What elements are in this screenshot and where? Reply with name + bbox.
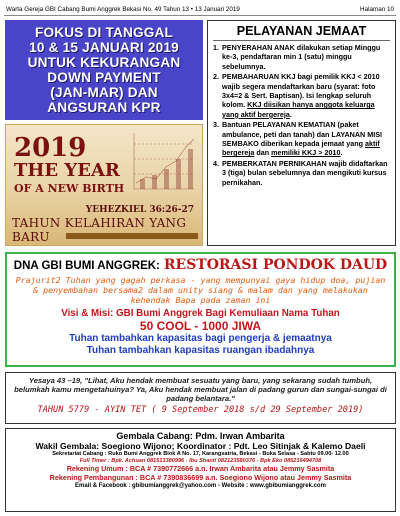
visi-misi: Visi & Misi: GBI Bumi Anggrek Bagi Kemuliaan Nama Tuhan (61, 308, 340, 319)
pelayanan-item-text (222, 72, 390, 119)
contact-footer (5, 428, 396, 512)
pelayanan-item-number: 1. (213, 43, 219, 52)
pelayanan-item (213, 43, 390, 71)
banner-line-new-birth: OF A NEW BIRTH (14, 182, 125, 195)
fokus-line: UNTUK KEKURANGAN (27, 55, 181, 70)
banner-strip (66, 233, 198, 239)
dna-title (13, 257, 388, 273)
prayer-line: Tuhan tambahkan kapasitas ruangan ibadahnya (86, 344, 315, 356)
new-birth-banner (5, 124, 203, 246)
gembala-cabang: Gembala Cabang: Pdm. Irwan Ambarita (116, 431, 285, 441)
pelayanan-item-number: 4. (213, 158, 219, 168)
pelayanan-item-segment: dan (254, 148, 272, 158)
yesaya-box (5, 372, 396, 424)
header-page-number: Halaman 10 (360, 6, 394, 13)
full-timer: Full Timer : Bpk. Achuan 081513380996 - Ibu Shanti 082123580376 - Bpk Eko 085216494708 (79, 458, 322, 464)
banner-year: 2019 (14, 133, 87, 163)
fokus-line: ANGSURAN KPR (47, 100, 161, 115)
dna-title-left: DNA GBI BUMI ANGGREK: (13, 260, 160, 272)
fokus-line: 10 & 15 JANUARI 2019 (29, 40, 179, 55)
page-header (4, 4, 396, 16)
pelayanan-item-number: 3. (213, 120, 219, 130)
sekretariat: Sekretariat Cabang : Ruko Bumi Anggrek Blok A No. 17, Karangsatria, Bekasi - Buka Selasa - Sabtu 09.00- 12.00 (52, 451, 349, 457)
prajurit-text: Prajurit2 Tuhan yang gagah perkasa - yang mempunyai gaya hidup doa, pujian & penyembahan bersama2 dalam unity siang & malam dan yang melakukan kehendak Bapa pada zaman ini (15, 275, 386, 305)
dna-title-right: RESTORASI PONDOK DAUD (163, 257, 388, 273)
pelayanan-item (213, 72, 390, 119)
fokus-line: DOWN PAYMENT (47, 70, 161, 85)
fokus-line: FOKUS DI TANGGAL (34, 25, 174, 40)
pelayanan-item-segment: aktif bergereja (222, 139, 380, 158)
fokus-box (5, 20, 203, 120)
pelayanan-title: PELAYANAN JEMAAT (213, 24, 390, 41)
fokus-line: (JAN-MAR) DAN (50, 85, 158, 100)
wakil-gembala: Wakil Gembala: Soegiono Wijono; Koordinator : Pdt. Leo Sitinjak & Kalemo Daeli (35, 441, 366, 451)
prayer-line: Tuhan tambahkan kapasitas bagi pengerja & jemaatnya (69, 333, 332, 344)
cool-target: 50 COOL - 1000 JIWA (139, 319, 262, 333)
pelayanan-item-segment: KKJ diisikan hanya anggota keluarga yang aktif bergereja (222, 100, 375, 119)
pelayanan-item-text (222, 120, 390, 158)
pelayanan-item (213, 120, 390, 158)
email-website: Email & Facebook : gbibumianggrek@yahoo.com - Website : www.gbibumianggrek.com (75, 483, 326, 490)
header-publication: Warta Gereja GBI Cabang Bumi Anggrek Bekasi No. 49 Tahun 13 • 13 Januari 2019 (6, 6, 240, 13)
pelayanan-item-segment: . (289, 109, 292, 119)
banner-tahun: TAHUN KELAHIRAN YANG BARU (12, 216, 187, 244)
pelayanan-item-text (222, 159, 390, 187)
pelayanan-item-segment: PEMBAHARUAN KKJ bagi pemilik KKJ < 2010 wajib segera mendaftarkan baru (syarat: foto 3x4=2 & Sert. Baptisan). Isi lengkap seluruh kolom. (222, 72, 380, 110)
yesaya-verse: Yesaya 43 –19, "Lihat, Aku hendak membuat sesuatu yang baru, yang sekarang sudah tumbuh, belumkah kamu mengetahuinya? Ya, Aku hendak membuat jalan di padang gurun dan sungai-sungai di padang belantara." (14, 376, 387, 404)
pelayanan-item-segment: . (340, 148, 343, 158)
banner-verse: YEHEZKIEL 36:26-27 (85, 205, 194, 215)
pelayanan-jemaat-box (207, 20, 396, 246)
pelayanan-item-segment: memiliki KKJ > 2010 (271, 148, 341, 158)
tahun-5779: TAHUN 5779 - AYIN TET ( 9 September 2018 s/d 29 September 2019) (37, 404, 364, 415)
pelayanan-item (213, 159, 390, 187)
pelayanan-item-segment: PENYERAHAN ANAK dilakukan setiap Minggu ke-3, pendaftaran min 1 (satu) minggu sebelumnya. (222, 43, 381, 71)
rekening-pembangunan: Rekening Pembangunan : BCA # 7390836699 a.n. Soegiono Wijono atau Jemmy Sasmita (49, 472, 352, 482)
banner-line-the-year: THE YEAR (14, 160, 120, 181)
chart-decoration-icon (128, 129, 198, 195)
pelayanan-item-segment: PEMBERKATAN PERNIKAHAN wajib didaftarkan 3 (tiga) bulan sebelumnya dan mengikuti kursus pernikahan. (222, 158, 388, 187)
dna-box (5, 252, 396, 367)
pelayanan-item-number: 2. (213, 72, 219, 82)
pelayanan-list (213, 43, 390, 187)
pelayanan-item-segment: Bantuan PELAYANAN KEMATIAN (paket ambulance, peti dan tanah) dan LAYANAN MISI SEMBAKO diberikan kepada jemaat yang (222, 120, 383, 149)
pelayanan-item-text (222, 43, 390, 71)
rekening-umum: Rekening Umum : BCA # 7390772666 a.n. Irwan Ambarita atau Jemmy Sasmita (66, 464, 335, 473)
